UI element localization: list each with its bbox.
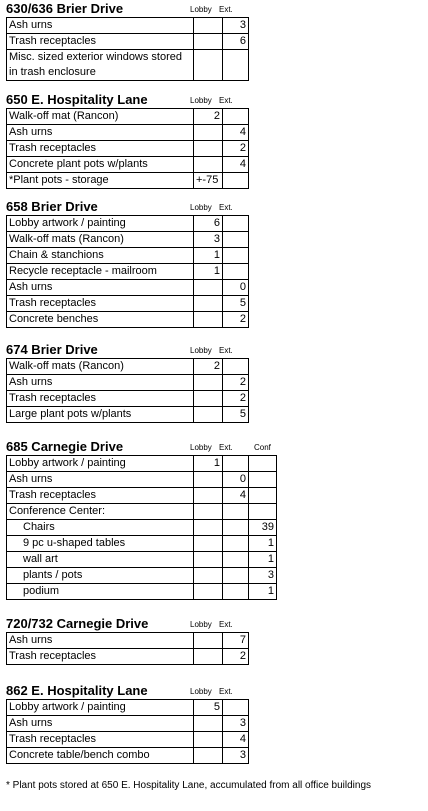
column-header-lobby: Lobby: [190, 203, 212, 212]
table-row: [7, 391, 249, 407]
item-cell: Ash urns: [7, 716, 194, 732]
lobby-count-cell: [194, 568, 223, 584]
table-row: [7, 520, 277, 536]
section-862-e-hospitality-lane: [6, 684, 249, 764]
item-cell: Trash receptacles: [7, 34, 194, 50]
inventory-table: [6, 108, 249, 189]
ext-count-cell: [223, 248, 249, 264]
item-cell: Concrete table/bench combo: [7, 748, 194, 764]
lobby-count-cell: [194, 748, 223, 764]
ext-count-cell: [223, 264, 249, 280]
ext-count-cell: 4: [223, 125, 249, 141]
lobby-count-cell: 1: [194, 456, 223, 472]
lobby-count-cell: [194, 520, 223, 536]
table-row: [7, 264, 249, 280]
section-title: 720/732 Carnegie Drive: [6, 616, 149, 631]
ext-count-cell: [223, 536, 249, 552]
table-row: [7, 173, 249, 189]
ext-count-cell: [223, 173, 249, 189]
lobby-count-cell: [194, 504, 223, 520]
inventory-table: [6, 215, 249, 328]
item-cell: Chairs: [7, 520, 194, 536]
ext-count-cell: [223, 216, 249, 232]
column-header-lobby: Lobby: [190, 5, 212, 14]
item-cell: Lobby artwork / painting: [7, 456, 194, 472]
lobby-count-cell: 3: [194, 232, 223, 248]
ext-count-cell: 3: [223, 748, 249, 764]
ext-count-cell: 0: [223, 472, 249, 488]
lobby-count-cell: [194, 488, 223, 504]
lobby-count-cell: 5: [194, 700, 223, 716]
table-row: [7, 584, 277, 600]
table-row: [7, 18, 249, 34]
lobby-count-cell: [194, 649, 223, 665]
item-cell: Ash urns: [7, 472, 194, 488]
column-header-ext: Ext.: [219, 96, 233, 105]
ext-count-cell: 2: [223, 312, 249, 328]
lobby-count-cell: 6: [194, 216, 223, 232]
item-cell: Chain & stanchions: [7, 248, 194, 264]
table-row: [7, 141, 249, 157]
item-cell: Trash receptacles: [7, 649, 194, 665]
lobby-count-cell: [194, 141, 223, 157]
ext-count-cell: 2: [223, 375, 249, 391]
section-674-brier-drive: [6, 343, 249, 423]
lobby-count-cell: [194, 125, 223, 141]
column-header-lobby: Lobby: [190, 346, 212, 355]
item-cell: Lobby artwork / painting: [7, 700, 194, 716]
item-cell: Lobby artwork / painting: [7, 216, 194, 232]
section-658-brier-drive: [6, 200, 249, 328]
section-630-636-brier-drive: [6, 2, 249, 81]
item-cell: Trash receptacles: [7, 296, 194, 312]
section-title: 685 Carnegie Drive: [6, 439, 124, 454]
lobby-count-cell: [194, 732, 223, 748]
table-row: [7, 700, 249, 716]
item-cell: Concrete plant pots w/plants: [7, 157, 194, 173]
ext-count-cell: 5: [223, 296, 249, 312]
lobby-count-cell: [194, 375, 223, 391]
lobby-count-cell: [194, 633, 223, 649]
item-cell: Ash urns: [7, 280, 194, 296]
ext-count-cell: 5: [223, 407, 249, 423]
ext-count-cell: [223, 520, 249, 536]
section-720-732-carnegie-drive: [6, 617, 249, 665]
table-row: [7, 536, 277, 552]
table-row: [7, 248, 249, 264]
column-header-lobby: Lobby: [190, 620, 212, 629]
item-cell: plants / pots: [7, 568, 194, 584]
table-row: [7, 50, 249, 81]
ext-count-cell: 2: [223, 391, 249, 407]
table-row: [7, 504, 277, 520]
lobby-count-cell: [194, 472, 223, 488]
lobby-count-cell: [194, 34, 223, 50]
table-row: [7, 472, 277, 488]
item-cell: Trash receptacles: [7, 732, 194, 748]
conf-count-cell: 39: [249, 520, 277, 536]
item-cell: Walk-off mats (Rancon): [7, 359, 194, 375]
ext-count-cell: 2: [223, 141, 249, 157]
ext-count-cell: 7: [223, 633, 249, 649]
lobby-count-cell: [194, 280, 223, 296]
ext-count-cell: [223, 456, 249, 472]
table-row: [7, 312, 249, 328]
table-row: [7, 488, 277, 504]
ext-count-cell: 4: [223, 732, 249, 748]
item-cell: Large plant pots w/plants: [7, 407, 194, 423]
table-row: [7, 456, 277, 472]
section-title: 630/636 Brier Drive: [6, 1, 124, 16]
ext-count-cell: [223, 584, 249, 600]
inventory-table: [6, 632, 249, 665]
table-row: [7, 568, 277, 584]
conf-count-cell: [249, 456, 277, 472]
ext-count-cell: [223, 552, 249, 568]
column-header-lobby: Lobby: [190, 687, 212, 696]
lobby-count-cell: 1: [194, 248, 223, 264]
table-row: [7, 633, 249, 649]
column-header-ext: Ext.: [219, 203, 233, 212]
ext-count-cell: 4: [223, 157, 249, 173]
ext-count-cell: [223, 50, 249, 81]
table-row: [7, 359, 249, 375]
ext-count-cell: [223, 700, 249, 716]
item-cell: Recycle receptacle - mailroom: [7, 264, 194, 280]
ext-count-cell: [223, 359, 249, 375]
item-cell: Ash urns: [7, 375, 194, 391]
inventory-table: [6, 358, 249, 423]
lobby-count-cell: [194, 584, 223, 600]
table-row: [7, 280, 249, 296]
column-header-ext: Ext.: [219, 5, 233, 14]
column-header-ext: Ext.: [219, 620, 233, 629]
conf-count-cell: 1: [249, 536, 277, 552]
lobby-count-cell: [194, 391, 223, 407]
ext-count-cell: [223, 109, 249, 125]
table-row: [7, 296, 249, 312]
section-685-carnegie-drive: [6, 440, 277, 600]
item-cell: Trash receptacles: [7, 141, 194, 157]
column-header-ext: Ext.: [219, 443, 233, 452]
lobby-count-cell: 1: [194, 264, 223, 280]
lobby-count-cell: [194, 50, 223, 81]
ext-count-cell: 2: [223, 649, 249, 665]
section-650-e-hospitality-lane: [6, 93, 249, 189]
section-title: 674 Brier Drive: [6, 342, 98, 357]
item-cell: Concrete benches: [7, 312, 194, 328]
item-cell: Ash urns: [7, 633, 194, 649]
conf-count-cell: [249, 472, 277, 488]
item-cell: Walk-off mat (Rancon): [7, 109, 194, 125]
ext-count-cell: 3: [223, 716, 249, 732]
lobby-count-cell: +-75: [194, 173, 223, 189]
ext-count-cell: 4: [223, 488, 249, 504]
table-row: [7, 716, 249, 732]
column-header-lobby: Lobby: [190, 443, 212, 452]
lobby-count-cell: [194, 407, 223, 423]
inventory-table: [6, 17, 249, 81]
ext-count-cell: 0: [223, 280, 249, 296]
table-row: [7, 34, 249, 50]
section-title: 862 E. Hospitality Lane: [6, 683, 148, 698]
conf-count-cell: 3: [249, 568, 277, 584]
conf-count-cell: [249, 504, 277, 520]
item-cell: Ash urns: [7, 125, 194, 141]
table-row: [7, 649, 249, 665]
table-row: [7, 748, 249, 764]
table-row: [7, 216, 249, 232]
lobby-count-cell: [194, 18, 223, 34]
column-header-ext: Ext.: [219, 346, 233, 355]
column-header-lobby: Lobby: [190, 96, 212, 105]
item-cell: Misc. sized exterior windows stored in trash enclosure: [7, 50, 194, 81]
lobby-count-cell: 2: [194, 109, 223, 125]
ext-count-cell: 6: [223, 34, 249, 50]
item-cell: Trash receptacles: [7, 391, 194, 407]
lobby-count-cell: [194, 157, 223, 173]
item-cell: wall art: [7, 552, 194, 568]
ext-count-cell: [223, 568, 249, 584]
table-row: [7, 375, 249, 391]
lobby-count-cell: [194, 312, 223, 328]
table-row: [7, 552, 277, 568]
table-row: [7, 732, 249, 748]
lobby-count-cell: [194, 296, 223, 312]
table-row: [7, 109, 249, 125]
footnote: * Plant pots stored at 650 E. Hospitality Lane, accumulated from all office buildings: [6, 780, 372, 791]
conf-count-cell: 1: [249, 584, 277, 600]
lobby-count-cell: 2: [194, 359, 223, 375]
table-row: [7, 157, 249, 173]
column-header-conf: Conf: [254, 443, 271, 452]
inventory-table: [6, 455, 277, 600]
lobby-count-cell: [194, 536, 223, 552]
ext-count-cell: [223, 504, 249, 520]
conf-count-cell: 1: [249, 552, 277, 568]
section-title: 658 Brier Drive: [6, 199, 98, 214]
table-row: [7, 232, 249, 248]
item-cell: Ash urns: [7, 18, 194, 34]
table-row: [7, 407, 249, 423]
column-header-ext: Ext.: [219, 687, 233, 696]
lobby-count-cell: [194, 552, 223, 568]
item-cell: Conference Center:: [7, 504, 194, 520]
table-row: [7, 125, 249, 141]
item-cell: podium: [7, 584, 194, 600]
ext-count-cell: 3: [223, 18, 249, 34]
lobby-count-cell: [194, 716, 223, 732]
item-cell: 9 pc u-shaped tables: [7, 536, 194, 552]
section-title: 650 E. Hospitality Lane: [6, 92, 148, 107]
item-cell: Trash receptacles: [7, 488, 194, 504]
item-cell: *Plant pots - storage: [7, 173, 194, 189]
ext-count-cell: [223, 232, 249, 248]
item-cell: Walk-off mats (Rancon): [7, 232, 194, 248]
inventory-table: [6, 699, 249, 764]
conf-count-cell: [249, 488, 277, 504]
